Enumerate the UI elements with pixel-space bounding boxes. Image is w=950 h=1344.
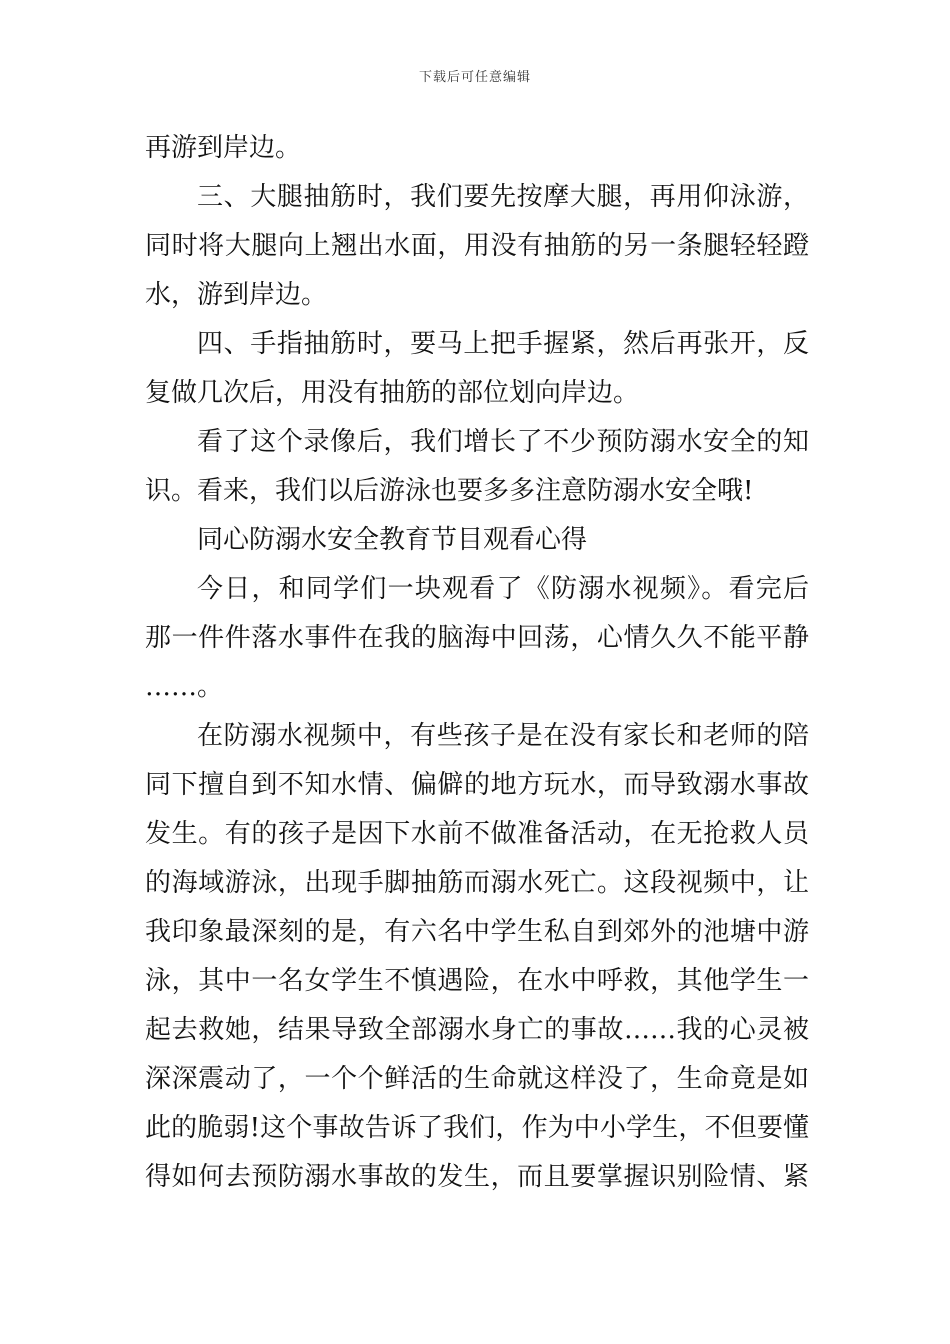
text-line: ……。 [145, 672, 224, 702]
text-line: 同下擅自到不知水情、偏僻的地方玩水，而导致溺水事故 [145, 770, 809, 800]
text-line: 起去救她，结果导致全部溺水身亡的事故……我的心灵被 [145, 1015, 809, 1045]
text-line: 四、手指抽筋时，要马上把手握紧，然后再张开，反 [197, 329, 809, 359]
text-line: 深深震动了，一个个鲜活的生命就这样没了，生命竟是如 [145, 1064, 809, 1094]
text-line: 我印象最深刻的是，有六名中学生私自到郊外的池塘中游 [145, 917, 809, 947]
text-line: 泳，其中一名女学生不慎遇险，在水中呼救，其他学生一 [145, 966, 809, 996]
text-line: 得如何去预防溺水事故的发生，而且要掌握识别险情、紧 [145, 1162, 809, 1192]
text-line: 复做几次后，用没有抽筋的部位划向岸边。 [145, 378, 640, 408]
text-line: 同时将大腿向上翘出水面，用没有抽筋的另一条腿轻轻蹬 [145, 231, 809, 261]
text-line: 三、大腿抽筋时，我们要先按摩大腿，再用仰泳游， [197, 182, 809, 212]
text-line: 识。看来，我们以后游泳也要多多注意防溺水安全哦! [145, 476, 754, 506]
text-line: 那一件件落水事件在我的脑海中回荡，心情久久不能平静 [145, 623, 809, 653]
text-line: 此的脆弱!这个事故告诉了我们，作为中小学生，不但要懂 [145, 1113, 809, 1143]
text-line: 在防溺水视频中，有些孩子是在没有家长和老师的陪 [197, 721, 809, 751]
page-header: 下载后可任意编辑 [418, 70, 531, 85]
text-line: 看了这个录像后，我们增长了不少预防溺水安全的知 [197, 427, 809, 457]
text-line: 水，游到岸边。 [145, 280, 328, 310]
text-line: 再游到岸边。 [145, 133, 302, 163]
text-line: 今日，和同学们一块观看了《防溺水视频》。看完后 [197, 574, 809, 604]
text-line: 发生。有的孩子是因下水前不做准备活动，在无抢救人员 [145, 819, 809, 849]
text-line: 的海域游泳，出现手脚抽筋而溺水死亡。这段视频中，让 [145, 868, 809, 898]
document-body [145, 124, 809, 1202]
section-title: 同心防溺水安全教育节目观看心得 [197, 525, 588, 555]
